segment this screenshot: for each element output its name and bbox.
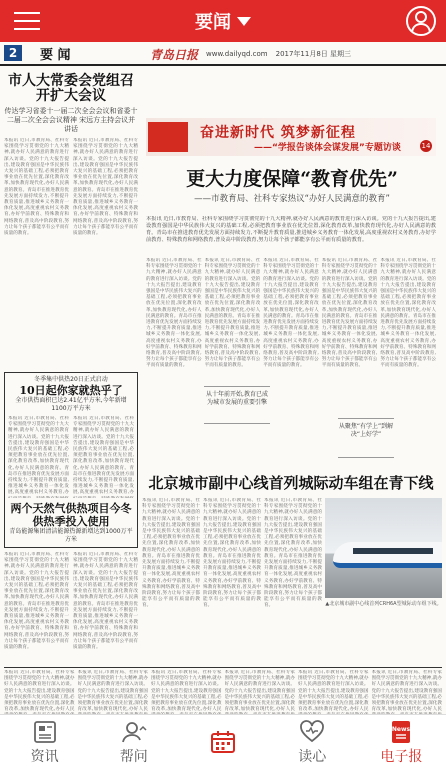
article-text: 本报讯 近日,市教育局、社科专家围绕学习贯彻党的十九大精神,就办好人民满意的教育进行深入访谈。党的十九大报告提出,建设教育强国是中华民族伟大复兴的基础工程,必须把教育事业放在优先位置,深化教育改革,加快教育现代化,办好人民满意的教育。青岛市在推进教育优先发展方面持续发力,不断提升教育质量,推进城乡义务教育一体化发展,高度重视农村义务教育,办好学前教育、特殊教育和网络教育,普及高中阶段教育,努力让每个孩子都能享有公平而有质量的教育。 xyxy=(264,498,322,609)
tab-label: 资讯 xyxy=(30,748,59,765)
bottom-articles xyxy=(4,670,442,714)
article-text: 本报讯 近日,市教育局、社科专家围绕学习贯彻党的十九大精神,就办好人民满意的教育进行深入访谈。党的十九大报告提出,建设教育强国是中华民族伟大复兴的基础工程,必须把教育事业放在优先位置,深化教育改革,加快教育现代化,办好人民满意的教育。青岛市在推进教育优先发展方面持续发力,不断提升教育质量,推进城乡义务教育一体化发展,高度重视农村义务教育,办好学前教育、特殊教育和网络教育,普及高中阶段教育,努力让每个孩子都能享有公平而有质量的教育。 xyxy=(203,498,261,609)
article-text: 本报讯 近日,市教育局、社科专家围绕学习贯彻党的十九大精神,就办好人民满意的教育进行深入访谈。党的十九大报告提出,建设教育强国是中华民族伟大复兴的基础工程,必须把教育事业放在优先位置,深化教育改革,加快教育现代化,办好人民满意的教育。青岛市在推进教育优先发展方面持续发力,不断提升教育质量,推进城乡义务教育一体化发展,高度重视农村义务教育,办好学前教育、特殊教育和网络教育,普及高中阶段教育,努力让每个孩子都能享有公平而有质量的教育。 xyxy=(73,138,138,237)
svg-text:News: News xyxy=(392,725,411,733)
paper-url: www.dailyqd.com xyxy=(206,50,268,58)
tab-label: 帮问 xyxy=(119,748,148,765)
article-text: 本报讯 近日,市教育局、社科专家围绕学习贯彻党的十九大精神,就办好人民满意的教育进行深入访谈。党的十九大报告提出,建设教育强国是中华民族伟大复兴的基础工程,必须把教育事业放在优先位置,深化教育改革,加快教育现代化,办好人民满意的教育。青岛市在推进教育优先发展方面持续发力,不断提升教育质量,推进城乡义务教育一体化发展,高度重视农村义务教育,办好学前教育、特殊教育和网络教育,普及高中阶段教育,努力让每个孩子都能享有公平而有质量的教育。 xyxy=(142,498,200,609)
page-section: 要 闻 xyxy=(40,47,71,63)
article-text: 本报讯 近日,市教育局、社科专家围绕学习贯彻党的十九大精神,就办好人民满意的教育进行深入访谈。党的十九大报告提出,建设教育强国是中华民族伟大复兴的基础工程,必须把教育事业放在优先位置,深化教育改革,加快教育现代化,办好人民满意的教育。青岛市在推进教育优先发展方面持续发力,不断提升教育质量,推进城乡义务教育一体化发展,高度重视农村义务教育,办好学前教育、特殊教育和网络教育,普及高中阶段教育,努力让每个孩子都能享有公平而有质量的教育。 xyxy=(146,258,202,369)
photo-caption: ▲北京城市副中心线首列CRH6A型城际动车组下线。 xyxy=(325,601,442,607)
article-text: 本报讯 近日,市教育局、社科专家围绕学习贯彻党的十九大精神,就办好人民满意的教育进行深入访谈。党的十九大报告提出,建设教育强国是中华民族伟大复兴的基础工程,必须把教育事业放在优先位置,深化教育改革,加快教育现代化,办好人民 xyxy=(224,670,295,713)
caret-down-icon xyxy=(237,17,251,26)
banner-subtitle: ——“学报告谈体会谋发展”专题访谈 xyxy=(254,143,401,153)
heating-article-box[interactable] xyxy=(4,372,138,548)
article-text: 本报讯 近日,市教育局、社科专家围绕学习贯彻党的十九大精神,就办好人民满意的教育进行深入访谈。党的十九大报告提出,建设教育强国是中华民族伟大复兴的基础工程,必须把教育事业放在优先位置,深化教育改革,加快教育现代化,办好人民满意的教育。青岛市在推进教育优先发展方面持续发力,不断提升教育质量,推进城乡义务教育一体化发展,高度重视农村义务教育,办好学前教育、特殊教育和网络教育,普及高中阶段教育,努力让每个孩子都能享有公平而有质量的教育。 xyxy=(263,258,319,369)
train-article-body xyxy=(142,498,322,668)
heart-chat-icon xyxy=(299,720,325,744)
party-flag-icon xyxy=(148,122,188,152)
epaper-icon xyxy=(388,720,414,744)
paper-date: 2017年11月8日 星期三 xyxy=(275,50,352,58)
hamburger-menu-icon[interactable] xyxy=(10,8,44,34)
article-text: 本报讯 近日,市教育局、社科专家围绕学习贯彻党的十九大精神,就办好人民满意的教育进行深入访谈。党的十九大报告提出,建设教育强国是中华民族伟大复兴的基础工程,必须把教育事业放在优先位置,深化教育改革,加快教育现代化,办好人民满意的教育。青岛市在推进教育优先发展方面持续发力,不断提升教育质量,推进城乡义务教育一体化发展,高度重视农村义务教育,办好学前教育、特殊教育和网络教育,普及高中阶段教育,努力让每个孩子都能享有公平而有质量的教育。 xyxy=(380,258,436,369)
pull-quote: 从十年前开始,教育已成为城市发展的重要引擎 xyxy=(204,386,270,424)
article-text: 本报讯 近日,市教育局、社科专家围绕学习贯彻党的十九大精神,就办好人民满意的教育进行深入访谈。党的十九大报告提出,建设教育强国是中华民族伟大复兴的基础工程,必须把教育事业放在优先位置,深化教育改革,加快教育现代化,办好人民 xyxy=(77,670,148,713)
train-headline[interactable]: 北京城市副中心线首列城际动车组在青下线 xyxy=(148,474,434,492)
main-article[interactable] xyxy=(142,68,442,468)
box-headline: 10日起你家就热乎了 xyxy=(19,384,123,397)
masthead xyxy=(150,44,440,64)
article-text: 本报讯 近日,市教育局、社科专家围绕学习贯彻党的十九大精神,就办好人民满意的教育进行深入访谈。党的十九大报告提出,建设教育强国是中华民族伟大复兴的基础工程,必须把教育事业放在优先位置,深化教育改革,加快教育现代化,办好人民 xyxy=(4,670,75,713)
train-image xyxy=(333,542,442,568)
main-headline: 更大力度保障“教育优先” xyxy=(186,168,398,190)
bottom-tab-bar xyxy=(0,714,446,770)
section-selector[interactable] xyxy=(195,8,251,34)
left-subhead: 传达学习省委十一届二次全会会议和省委十二届二次全会会议精神 宋远方主持会议并讲话 xyxy=(4,107,138,133)
train-photo[interactable] xyxy=(325,498,442,598)
box-kicker: 冬季集中供热20日正式启动 xyxy=(34,376,108,383)
help-ask-icon xyxy=(121,720,147,744)
tab-label: 电子报 xyxy=(380,748,423,765)
article-text: 本报讯 近日,市教育局、社科专家围绕学习贯彻党的十九大精神,就办好人民满意的教育进行深入访谈。党的十九大报告提出,建设教育强国是中华民族伟大复兴的基础工程,必须把教育事业放在优先位置,深化教育改革,加快教育现代化,办好人民满意的教育。青岛市在推进教育优先发展方面持续发力,不断提升教育质量,推进城乡义务教育一体化发展,高度重视农村义务教育,办好学前教育、特殊教育和网络教育,普及高中阶段教育,努力让每个孩子都能享有公平而有质量的教育。 xyxy=(321,258,378,369)
tab-help[interactable] xyxy=(89,715,178,770)
article-text: 本报讯 近日,市教育局、社科专家围绕学习贯彻党的十九大精神,就办好人民满意的教育进行深入访谈。党的十九大报告提出,建设教育强国是中华民族伟大复兴的基础工程,必须把教育事业放在优先位置,深化教育改革,加快教育现代化,办好人民满意的教育。青岛市在推进教育优先发展方面持续发力,不断提升教育质量,推进城乡义务教育一体化发展,高度重视农村义务教育,办 xyxy=(8,416,69,496)
calendar-icon xyxy=(210,730,236,754)
newspaper-page[interactable] xyxy=(0,42,446,714)
top-bar xyxy=(0,0,446,42)
user-profile-icon[interactable] xyxy=(406,6,436,36)
tab-calendar[interactable] xyxy=(178,715,267,770)
article-text: 本报讯 近日,市教育局、社科专家围绕学习贯彻党的十九大精神,就办好人民满意的教育进行深入访谈。党的十九大报告提出,建设教育强国是中华民族伟大复兴的基础工程,必须把教育事业放在优先位置,深化教育改革,加快教育现代化,办好人民满意的教育。青岛市在推进教育优先发展方面持续发力,不断提升教育质量,推进城乡义务教育一体化发展,高度重视农村义务教育,办好学前教育、特殊教育和网络教育,普及高中阶段教育,努力让每个孩子都能享有公平而有质量的教育。 xyxy=(4,138,69,237)
article-text: 本报讯 近日,市教育局、社科专家围绕学习贯彻党的十九大精神,就办好人民满意的教育进行深入访谈。党的十九大报告提出,建设教育强国是中华民族伟大复兴的基础工程,必须把教育事业放在优先位置,深化教育改革,加快教育现代化,办好人民满意的教育。青岛市在推进教育优先发展方面持续发力,不断提升教育质量,推进城乡义务教育一体化发展,高度重视农村义务教育,办好学前教育、特殊教育和网络教育,普及高中阶段教育,努力让每个孩子都能享有公平而有质量的教育。 xyxy=(204,258,261,369)
left-headline[interactable]: 市人大常委会党组召开扩大会议 xyxy=(8,73,134,104)
page-number: 2 xyxy=(4,45,22,61)
article-text: 本报讯 近日,市教育局、社科专家围绕学习贯彻党的十九大精神,就办好人民满意的教育进行深入访谈。党的十九大报告提出,建设教育强国是中华民族伟大复兴的基础工程,必须把教育事业放在优先位置,深化教育改革,加快教育现代化,办好人民 xyxy=(298,670,369,713)
article-text: 本报讯 近日,市教育局、社科专家围绕学习贯彻党的十九大精神,就办好人民满意的教育进行深入访谈。党的十九大报告提出,建设教育强国是中华民族伟大复兴的基础工程,必须把教育事业放在优先位置,深化教育改革,加快教育现代化,办好人民满意的教育。青岛市在推进教育优先发展方面持续发力,不断提升教育质量,推进城乡义务教育一体化发展,高度重视农村义务教育,办好学前教育、特殊教育和网络教育,普及高中阶段教育,努力让每个孩子都能享有公平而有质量的教育。 xyxy=(73,552,138,651)
page-title: 要闻 xyxy=(195,12,231,33)
article-text: 本报讯 近日,市教育局、社科专家围绕学习贯彻党的十九大精神,就办好人民满意的教育进行深入访谈。党的十九大报告提出,建设教育强国是中华民族伟大复兴的基础工程,必须把教育事业放在优先位置,深化教育改革,加快教育现代化,办好人民 xyxy=(371,670,442,713)
banner-number: 14 xyxy=(421,142,431,150)
article-text: 本报讯 近日,市教育局、社科专家围绕学习贯彻党的十九大精神,就办好人民满意的教育进行深入访谈。党的十九大报告提出,建设教育强国是中华民族伟大复兴的基础工程,必须把教育事业放在优先位置,深化教育改革,加快教育现代化,办好人民满意的教育。青岛市在推进教育优先发展方面持续发力,不断提升教育质量,推进城乡义务教育一体化发展,高度重视农村义务教育,办好学前教育、特殊教育和网络教育,普及高中阶段教育,努力让每个孩子都能享有公平而有质量的教育。 xyxy=(4,552,69,651)
left-column xyxy=(4,68,138,708)
header-rule xyxy=(0,64,446,66)
article-text: 本报讯 近日,市教育局、社科专家围绕学习贯彻党的十九大精神,就办好人民满意的教育进行深入访谈。党的十九大报告提出,建设教育强国是中华民族伟大复兴的基础工程,必须把教育事业放在优先位置,深化教育改革,加快教育现代化,办好人民满意的教育。青岛市在推进教育优先发展方面持续发力,不断提升教育质量,推进城乡义务教育一体化发展,高度重视农村义务教育,办 xyxy=(73,416,134,496)
paper-logo: 青岛日报 xyxy=(150,47,199,62)
tab-label: 读心 xyxy=(298,748,327,765)
tab-news[interactable] xyxy=(0,715,89,770)
box-headline-2: 两个天然气供热项目今冬供热季投入使用 xyxy=(10,502,132,528)
main-subhead: ——市教育局、社科专家热议“办好人民满意的教育” xyxy=(194,194,390,204)
box-subhead: 全市供热面积已达2.41亿平方米,今年新增1100万平方米 xyxy=(15,397,127,412)
divider xyxy=(4,667,442,668)
pull-quote: 从聚焦“有学上”到解决“上好学” xyxy=(338,418,394,458)
article-text: 本报讯 近日,市教育局、社科专家围绕学习贯彻党的十九大精神,就办好人民满意的教育进行深入访谈。党的十九大报告提出,建设教育强国是中华民族伟大复兴的基础工程,必须把教育事业放在优先位置,深化教育改革,加快教育现代化,办好人民 xyxy=(151,670,222,713)
box-subhead-2: 青岛能源集团清洁能源热源新增达到1000万平方米 xyxy=(9,528,133,543)
tab-epaper[interactable] xyxy=(357,715,446,770)
tab-read-heart[interactable] xyxy=(268,715,357,770)
lead-text: 本报讯 近日,市教育局、社科专家围绕学习贯彻党的十九大精神,就办好人民满意的教育进行深入访谈。党的十九大报告提出,建设教育强国是中华民族伟大复兴的基础工程,必须把教育事业放在优先位置,深化教育改革,加快教育现代化,办好人民满意的教育。青岛市在推进教育优先发展方面持续发力,不断提升教育质量,推进城乡义务教育一体化发展,高度重视农村义务教育,办好学前教育、特殊教育和网络教育,普及高中阶段教育,努力让每个孩子都能享有公平而有质量的教育。 xyxy=(146,216,436,243)
news-icon xyxy=(32,720,58,744)
special-banner xyxy=(146,118,436,156)
banner-title: 奋进新时代 筑梦新征程 xyxy=(200,125,356,141)
